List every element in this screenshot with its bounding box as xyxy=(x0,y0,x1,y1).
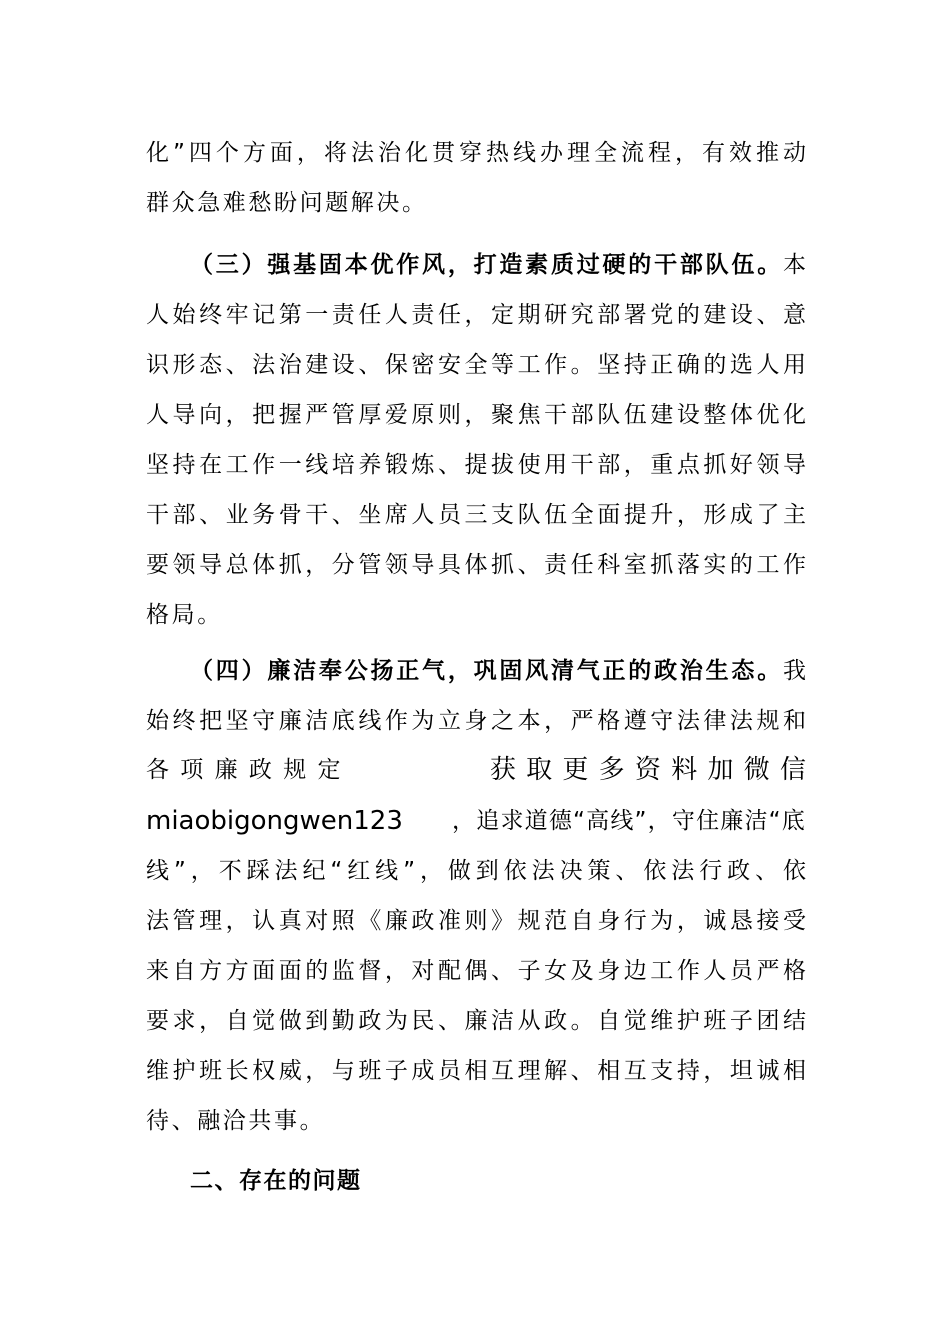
paragraph-heading-tail: 我 xyxy=(783,658,806,684)
promo-wechat-id: miaobigongwen123 xyxy=(146,806,403,836)
paragraph-line: 法管理，认真对照《廉政准则》规范自身行为，诚恳接受 xyxy=(146,908,806,934)
paragraph-line: 待、融洽共事。 xyxy=(146,1108,326,1134)
paragraph-line: 格局。 xyxy=(146,602,223,628)
paragraph-line-promo xyxy=(146,755,806,785)
paragraph-line: 人始终牢记第一责任人责任，定期研究部署党的建设、意 xyxy=(146,302,806,328)
paragraph-line: 要领导总体抓，分管领导具体抓、责任科室抓落实的工作 xyxy=(146,552,806,578)
paragraph-line: 人导向，把握严管厚爱原则，聚焦干部队伍建设整体优化 xyxy=(146,402,806,428)
paragraph-line: 线”，不踩法纪“红线”，做到依法决策、依法行政、依 xyxy=(146,858,806,884)
paragraph-line: 来自方方面面的监督，对配偶、子女及身边工作人员严格 xyxy=(146,958,806,984)
promo-text: 获 取 更 多 资 料 加 微 信 xyxy=(489,755,806,785)
section-heading: 二、存在的问题 xyxy=(190,1168,362,1194)
paragraph-heading-line xyxy=(146,250,806,280)
paragraph-text: 各 项 廉 政 规 定 xyxy=(146,757,341,783)
paragraph-line: 化”四个方面，将法治化贯穿热线办理全流程，有效推动 xyxy=(146,140,806,166)
paragraph-line: 始终把坚守廉洁底线作为立身之本，严格遵守法律法规和 xyxy=(146,708,806,734)
paragraph-text: ，追求道德“高线”，守住廉洁“底 xyxy=(452,808,806,834)
paragraph-line: 坚持在工作一线培养锻炼、提拔使用干部，重点抓好领导 xyxy=(146,452,806,478)
paragraph-line: 识形态、法治建设、保密安全等工作。坚持正确的选人用 xyxy=(146,352,806,378)
paragraph-heading-tail: 本 xyxy=(783,252,806,278)
paragraph-line-promo xyxy=(146,806,806,836)
paragraph-line: 干部、业务骨干、坐席人员三支队伍全面提升，形成了主 xyxy=(146,502,806,528)
paragraph-line: 群众急难愁盼问题解决。 xyxy=(146,190,428,216)
paragraph-line: 要求，自觉做到勤政为民、廉洁从政。自觉维护班子团结 xyxy=(146,1008,806,1034)
paragraph-heading: （三）强基固本优作风，打造素质过硬的干部队伍。 xyxy=(190,252,783,278)
paragraph-line: 维护班长权威，与班子成员相互理解、相互支持，坦诚相 xyxy=(146,1058,806,1084)
paragraph-heading-line xyxy=(146,656,806,686)
paragraph-heading: （四）廉洁奉公扬正气，巩固风清气正的政治生态。 xyxy=(190,658,783,684)
